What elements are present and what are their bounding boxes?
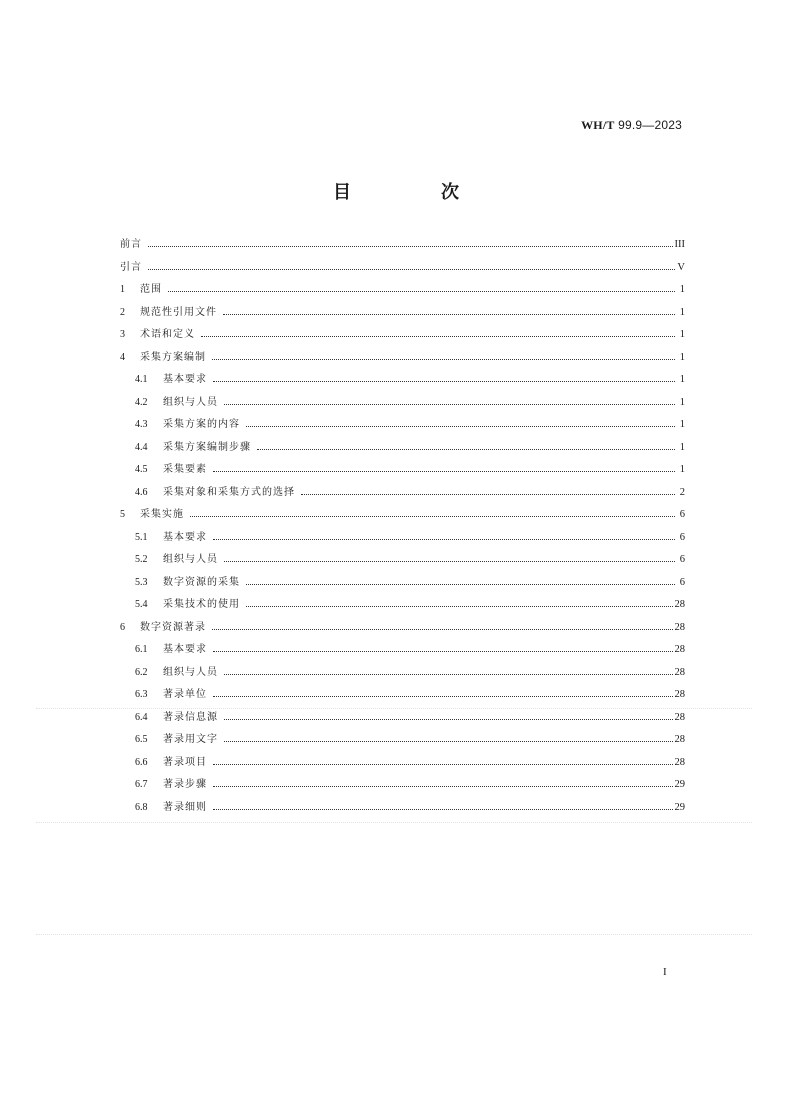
dot-leader [213,538,675,540]
toc-entry[interactable] [120,392,685,415]
toc-entry-page: 1 [679,396,685,408]
toc-entry-number: 6.6 [135,756,148,768]
toc-entry[interactable] [120,279,685,302]
toc-entry[interactable] [120,504,685,527]
toc-entry-label: 引言 [120,261,142,273]
toc-entry-number: 6.7 [135,779,148,790]
toc-entry-label: 采集方案编制 [140,351,206,363]
toc-entry-number: 4.1 [135,374,148,385]
toc-entry-label: 采集要素 [163,464,207,475]
toc-entry-label: 基本要求 [163,531,207,543]
dot-leader [246,583,675,585]
toc-entry[interactable] [120,752,685,775]
toc-entry-label: 范围 [140,284,162,295]
toc-entry-page: 2 [679,486,685,498]
dot-leader [213,380,675,382]
toc-entry-page: 28 [674,711,685,723]
toc-entry-label: 组织与人员 [163,396,218,408]
toc-entry-label: 采集对象和采集方式的选择 [163,486,295,498]
toc-entry-page: 28 [674,734,685,745]
toc-entry-page: 1 [679,329,685,340]
toc-entry-label: 著录单位 [163,689,207,700]
toc-entry-page: 29 [674,801,685,813]
toc-entry-label: 规范性引用文件 [140,306,217,318]
standard-code: WH/T [581,118,615,132]
toc-entry-page: 1 [679,441,685,453]
dot-leader [213,650,673,652]
dot-leader [213,470,675,472]
toc-entry-number: 5.3 [135,576,148,588]
toc-entry-page: 6 [679,531,685,543]
toc-entry-number: 4.2 [135,396,148,408]
divider [36,934,752,935]
toc-entry-label: 术语和定义 [140,329,195,340]
page-folio: I [663,966,667,978]
toc-entry-label: 著录用文字 [163,734,218,745]
toc-entry[interactable] [120,639,685,662]
toc-entry-page: 1 [679,306,685,318]
toc-entry-label: 采集实施 [140,509,184,520]
toc-entry[interactable] [120,459,685,482]
toc-entry-page: 1 [679,284,685,295]
toc-entry-number: 5.2 [135,554,148,565]
toc-entry-number: 6.2 [135,666,148,678]
toc-entry-page: 6 [679,576,685,588]
toc-entry-label: 著录信息源 [163,711,218,723]
toc-entry[interactable] [120,234,685,257]
toc-entry-number: 6.3 [135,689,148,700]
toc-entry-label: 组织与人员 [163,666,218,678]
toc-entry[interactable] [120,414,685,437]
toc-entry-page: V [677,261,685,273]
dot-leader [257,448,675,450]
toc-entry-page: 1 [679,374,685,385]
toc-entry-label: 采集技术的使用 [163,599,240,610]
toc-entry[interactable] [120,684,685,707]
toc-entry-number: 6.8 [135,801,148,813]
toc-entry[interactable] [120,729,685,752]
toc-entry[interactable] [120,707,685,730]
toc-entry-label: 前言 [120,239,142,250]
dot-leader [224,560,675,562]
toc-entry-page: 28 [674,599,685,610]
toc-entry[interactable] [120,774,685,797]
dot-leader [223,313,675,315]
toc-entry-label: 数字资源的采集 [163,576,240,588]
toc-entry-page: 28 [674,756,685,768]
toc-entry[interactable] [120,797,685,820]
dot-leader [224,740,673,742]
toc-entry[interactable] [120,257,685,280]
toc-entry-page: 28 [674,644,685,655]
toc-entry[interactable] [120,482,685,505]
dot-leader [213,785,673,787]
toc-entry-number: 6 [120,621,125,633]
toc-entry-number: 2 [120,306,125,318]
toc-entry[interactable] [120,617,685,640]
toc-entry[interactable] [120,527,685,550]
toc-entry[interactable] [120,347,685,370]
dot-leader [190,515,675,517]
toc-entry-label: 数字资源著录 [140,621,206,633]
toc-entry-label: 著录步骤 [163,779,207,790]
divider [36,822,752,823]
toc-entry-page: 6 [679,509,685,520]
toc-entry[interactable] [120,662,685,685]
standard-number [581,118,682,133]
toc-entry-page: 1 [679,464,685,475]
toc-entry-number: 4.4 [135,441,148,453]
toc-entry-number: 5.1 [135,531,148,543]
toc-entry-page: 1 [679,419,685,430]
toc-entry-number: 5 [120,509,125,520]
dot-leader [201,335,675,337]
dot-leader [213,808,673,810]
toc-entry-number: 4.3 [135,419,148,430]
toc-entry-number: 4 [120,351,125,363]
toc-entry-number: 6.1 [135,644,148,655]
toc-entry[interactable] [120,324,685,347]
dot-leader [213,695,673,697]
toc-entry[interactable] [120,594,685,617]
page-title: 目 次 [333,182,495,203]
toc-entry-number: 5.4 [135,599,148,610]
dot-leader [168,290,675,292]
toc-entry[interactable] [120,302,685,325]
toc-entry-label: 采集方案编制步骤 [163,441,251,453]
toc-entry-page: 29 [674,779,685,790]
toc-entry-page: 28 [674,621,685,633]
toc-entry-label: 著录细则 [163,801,207,813]
toc-entry-label: 基本要求 [163,644,207,655]
toc-entry-page: 1 [679,351,685,363]
toc-entry-number: 3 [120,329,125,340]
toc-entry-label: 基本要求 [163,374,207,385]
toc-entry-page: III [674,239,685,250]
toc-entry-number: 4.5 [135,464,148,475]
toc-entry-number: 4.6 [135,486,148,498]
dot-leader [246,425,675,427]
toc-entry-label: 著录项目 [163,756,207,768]
toc-entry-number: 6.4 [135,711,148,723]
dot-leader [212,358,675,360]
divider [36,708,752,709]
dot-leader [148,245,673,247]
dot-leader [213,763,673,765]
toc-entry-label: 采集方案的内容 [163,419,240,430]
dot-leader [301,493,675,495]
toc-entry[interactable] [120,369,685,392]
dot-leader [224,673,673,675]
toc-entry[interactable] [120,549,685,572]
dot-leader [224,718,673,720]
table-of-contents [120,234,685,819]
dot-leader [212,628,673,630]
toc-entry-number: 1 [120,284,125,295]
toc-entry-label: 组织与人员 [163,554,218,565]
toc-entry-number: 6.5 [135,734,148,745]
dot-leader [246,605,673,607]
toc-entry[interactable] [120,437,685,460]
toc-entry-page: 28 [674,666,685,678]
toc-entry-page: 6 [679,554,685,565]
toc-entry-page: 28 [674,689,685,700]
standard-number-value: 99.9—2023 [618,118,682,132]
dot-leader [148,268,675,270]
dot-leader [224,403,675,405]
toc-entry[interactable] [120,572,685,595]
